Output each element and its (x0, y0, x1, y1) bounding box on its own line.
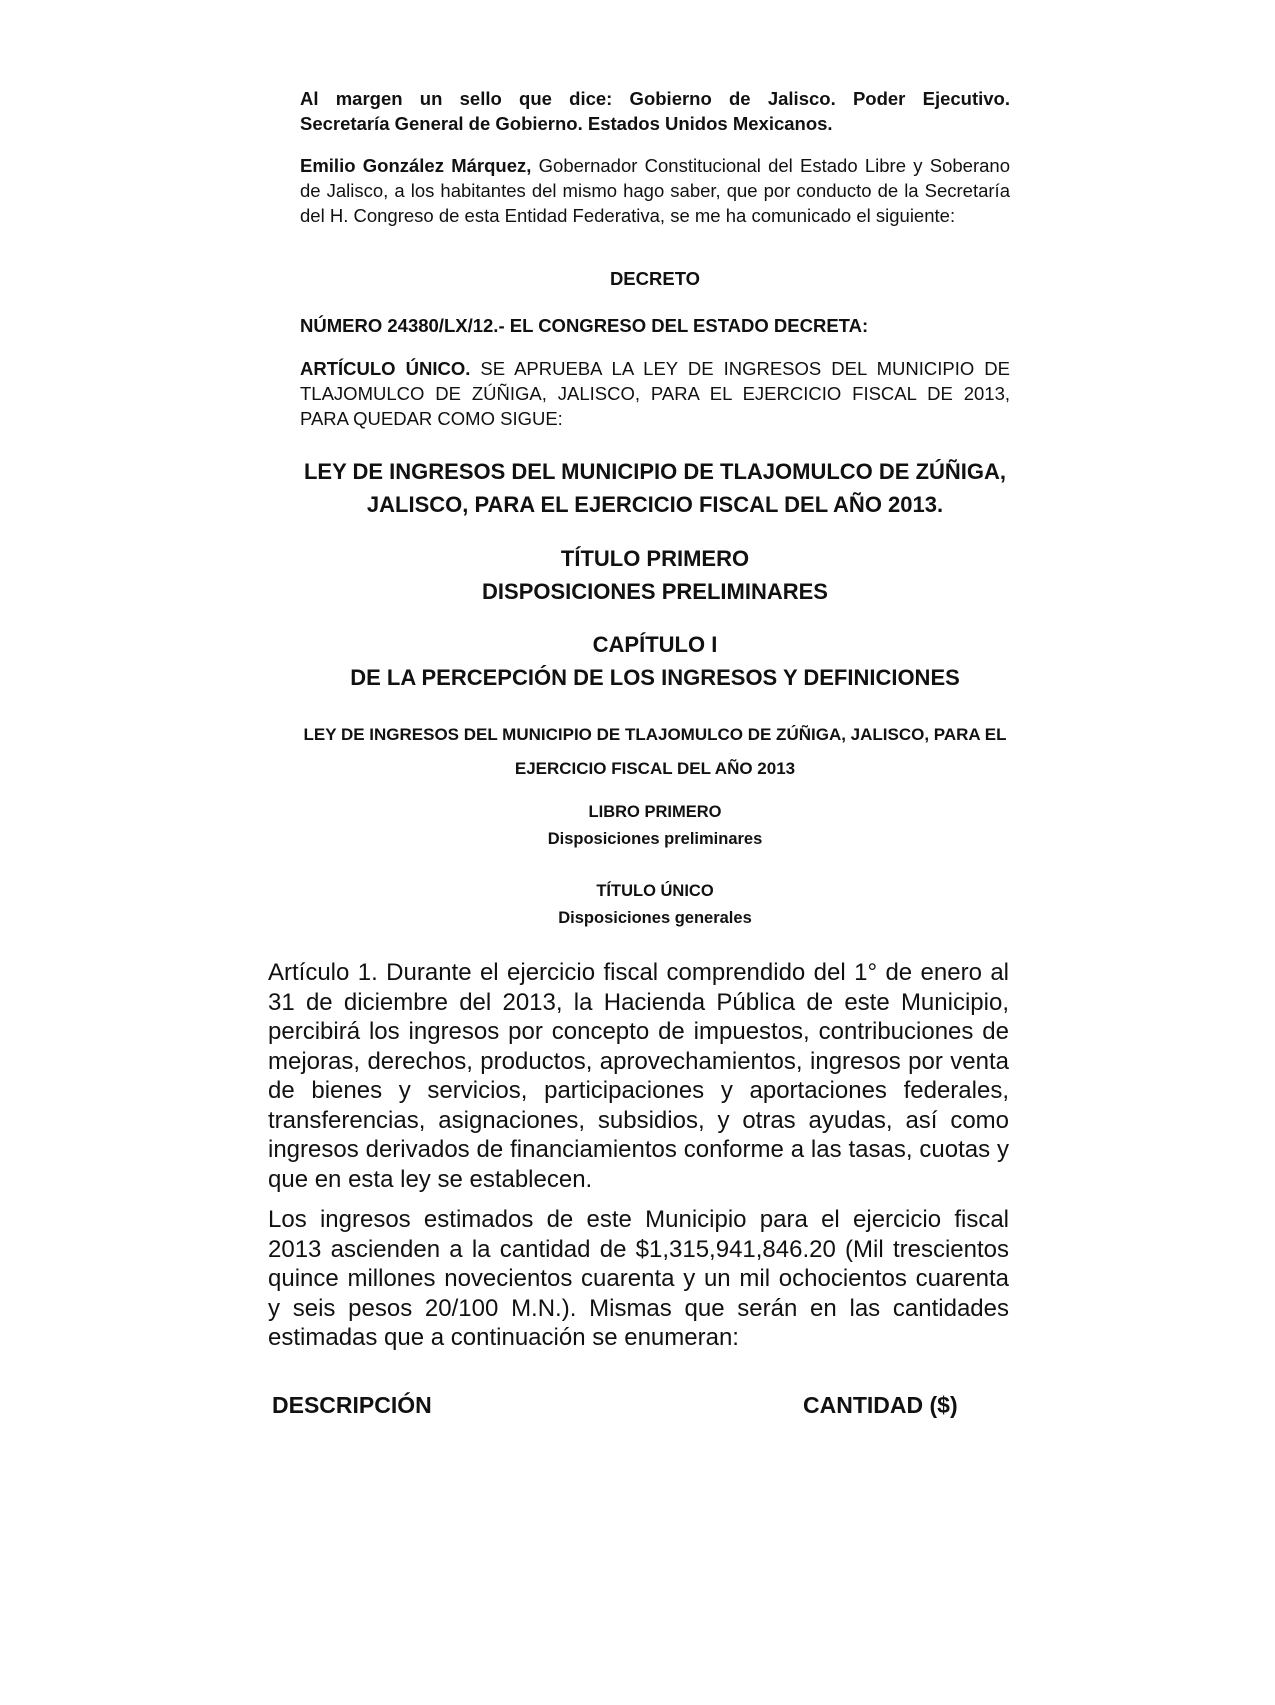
title-unique (380, 878, 930, 932)
book-one-line-1: LIBRO PRIMERO (588, 803, 722, 821)
law-title-line-2: JALISCO, PARA EL EJERCICIO FISCAL DEL AÑO 2013. (366, 492, 944, 517)
intro-text: Gobernador Constitucional del Estado Libre y Soberano de Jalisco, a los habitantes del mismo hago saber, que por conducto de la Secretaría del H. Congreso de esta Entidad Federativa, se me ha comunicado el siguiente: (300, 155, 1010, 226)
title-unique-line-1: TÍTULO ÚNICO (596, 882, 714, 900)
law-title (280, 455, 1030, 521)
seal-notice (300, 86, 1010, 136)
article-unique-label: ARTÍCULO ÚNICO. (300, 358, 471, 379)
estimate-text: Los ingresos estimados de este Municipio para el ejercicio fiscal 2013 ascienden a la cantidad de $1,315,941,846.20 (Mil trescientos quince millones novecientos cuarenta y un mil ochocientos cuarenta y seis pesos 20/100 M.N.). Mismas que serán en las cantidades estimadas que a continuación se enumeran: (268, 1206, 1009, 1351)
seal-line-2: Secretaría General de Gobierno. Estados Unidos Mexicanos. (300, 113, 833, 134)
article-unique-text: SE APRUEBA LA LEY DE INGRESOS DEL MUNICIPIO DE TLAJOMULCO DE ZÚÑIGA, JALISCO, PARA EL EJERCICIO FISCAL DE 2013, PARA QUEDAR COMO SIGUE: (300, 358, 1010, 429)
book-one-line-2: Disposiciones preliminares (547, 830, 763, 848)
law-title-repeat-line-2: EJERCICIO FISCAL DEL AÑO 2013 (514, 759, 796, 778)
book-one (380, 799, 930, 853)
chapter-one (280, 628, 1030, 694)
chapter-one-line-1: CAPÍTULO I (592, 632, 718, 657)
title-primero (280, 542, 1030, 608)
table-header-description-text: DESCRIPCIÓN (272, 1392, 432, 1418)
article-1-paragraph (268, 958, 1009, 1194)
intro-paragraph (300, 153, 1010, 228)
title-unique-line-2: Disposiciones generales (558, 909, 752, 927)
decree-title (300, 266, 1010, 291)
estimate-paragraph (268, 1205, 1009, 1353)
law-title-repeat-line-1: LEY DE INGRESOS DEL MUNICIPIO DE TLAJOMULCO DE ZÚÑIGA, JALISCO, PARA EL (303, 725, 1007, 744)
decree-number-text: NÚMERO 24380/LX/12.- EL CONGRESO DEL ESTADO DECRETA: (300, 315, 869, 336)
title-primero-line-2: DISPOSICIONES PRELIMINARES (482, 579, 828, 604)
article-unique (300, 356, 1010, 431)
title-primero-line-1: TÍTULO PRIMERO (560, 546, 750, 571)
table-header-description (272, 1392, 432, 1419)
chapter-one-line-2: DE LA PERCEPCIÓN DE LOS INGRESOS Y DEFINICIONES (350, 665, 960, 690)
article-1-text: Artículo 1. Durante el ejercicio fiscal comprendido del 1° de enero al 31 de diciembre del 2013, la Hacienda Pública de este Municipio, percibirá los ingresos por concepto de impuestos, contribuciones de mejoras, derechos, productos, aprovechamientos, ingresos por venta de bienes y servicios, participaciones y aportaciones federales, transferencias, asignaciones, subsidios, y otras ayudas, así como ingresos derivados de financiamientos conforme a las tasas, cuotas y que en esta ley se establecen. (268, 959, 1009, 1193)
law-title-repeat (270, 718, 1040, 786)
seal-line-1: Al margen un sello que dice: Gobierno de Jalisco. Poder Ejecutivo. (300, 88, 1010, 109)
governor-name: Emilio González Márquez, (300, 155, 532, 176)
law-title-line-1: LEY DE INGRESOS DEL MUNICIPIO DE TLAJOMULCO DE ZÚÑIGA, (303, 459, 1007, 484)
decree-title-text: DECRETO (609, 268, 701, 289)
table-header-amount (803, 1392, 958, 1419)
decree-number (300, 313, 1010, 338)
table-header-amount-text: CANTIDAD ($) (803, 1392, 958, 1418)
